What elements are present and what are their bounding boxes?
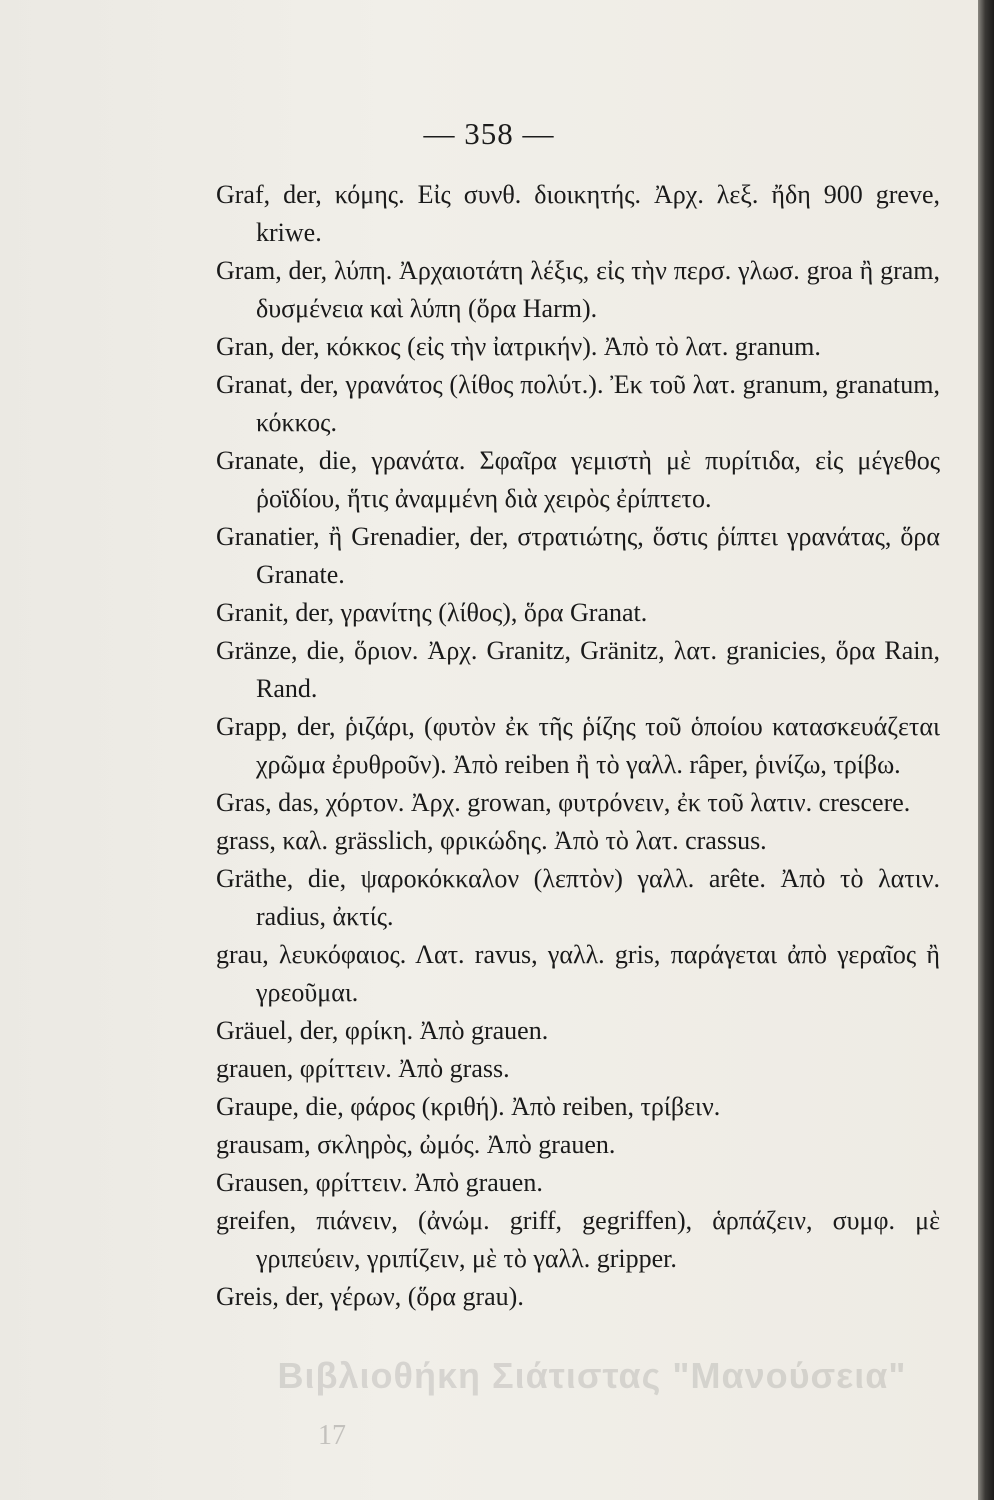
dictionary-entry: Granate, die, γρανάτα. Σφαῖρα γεμιστὴ μὲ πυρίτιδα, εἰς μέγεθος ῥοϊδίου, ἥτις ἀναμμένη διὰ χειρὸς ἐρίπτετο. <box>216 446 940 513</box>
dictionary-entry: Gränze, die, ὅριον. Ἀρχ. Granitz, Gränitz, λατ. granicies, ὅρα Rain, Rand. <box>216 636 940 703</box>
dictionary-entry: Granatier, ἢ Grenadier, der, στρατιώτης, ὅστις ῥίπτει γρανάτας, ὅρα Granate. <box>216 522 940 589</box>
dictionary-entry: Grausen, φρίττειν. Ἀπὸ grauen. <box>216 1168 543 1197</box>
dictionary-entry: Granat, der, γρανάτος (λίθος πολύτ.). Ἐκ τοῦ λατ. granum, granatum, κόκκος. <box>216 370 940 437</box>
dictionary-entry: grass, καλ. grässlich, φρικώδης. Ἀπὸ τὸ λατ. crassus. <box>216 826 767 855</box>
dictionary-entry: greifen, πιάνειν, (ἀνώμ. griff, gegriffen), ἁρπάζειν, συμφ. μὲ γριπεύειν, γριπίζειν, μὲ τὸ γαλλ. gripper. <box>216 1206 940 1273</box>
dictionary-entry: Greis, der, γέρων, (ὅρα grau). <box>216 1282 524 1311</box>
dictionary-entry: Graf, der, κόμης. Εἰς συνθ. διοικητής. Ἀρχ. λεξ. ἤδη 900 greve, kriwe. <box>216 180 940 247</box>
page-number: — 358 — <box>423 116 555 151</box>
dictionary-entry: Gräthe, die, ψαροκόκκαλον (λεπτὸν) γαλλ. arête. Ἀπὸ τὸ λατιν. radius, ἀκτίς. <box>216 864 940 931</box>
dictionary-entry: Graupe, die, φάρος (κριθή). Ἀπὸ reiben, τρίβειν. <box>216 1092 721 1121</box>
dictionary-entry: grau, λευκόφαιος. Λατ. ravus, γαλλ. gris, παράγεται ἀπὸ γεραῖος ἢ γρεοῦμαι. <box>216 940 940 1007</box>
dictionary-entry: grauen, φρίττειν. Ἀπὸ grass. <box>216 1054 510 1083</box>
dictionary-entry: Gräuel, der, φρίκη. Ἀπὸ grauen. <box>216 1016 549 1045</box>
dictionary-entry: Gran, der, κόκκος (εἰς τὴν ἰατρικήν). Ἀπὸ τὸ λατ. granum. <box>216 332 821 361</box>
dictionary-entry: Gras, das, χόρτον. Ἀρχ. growan, φυτρόνειν, ἐκ τοῦ λατιν. crescere. <box>216 788 911 817</box>
dictionary-entry: grausam, σκληρὸς, ὠμός. Ἀπὸ grauen. <box>216 1130 616 1159</box>
dictionary-entry: Gram, der, λύπη. Ἀρχαιοτάτη λέξις, εἰς τὴν περσ. γλωσ. groa ἢ gram, δυσμένεια καὶ λύπη (ὅρα Harm). <box>216 256 940 323</box>
dictionary-entry: Granit, der, γρανίτης (λίθος), ὅρα Granat. <box>216 598 648 627</box>
book-spine-edge <box>978 0 994 1500</box>
dictionary-entry: Grapp, der, ῥιζάρι, (φυτὸν ἐκ τῆς ῥίζης τοῦ ὁποίου κατασκευάζεται χρῶμα ἐρυθροῦν). Ἀπὸ reiben ἢ τὸ γαλλ. râper, ῥινίζω, τρίβω. <box>216 712 940 779</box>
library-watermark: Βιβλιοθήκη Σιάτιστας "Μανούσεια" <box>277 1355 907 1396</box>
dictionary-entries <box>216 176 940 1316</box>
bleed-through-folio: 17 <box>318 1420 346 1451</box>
